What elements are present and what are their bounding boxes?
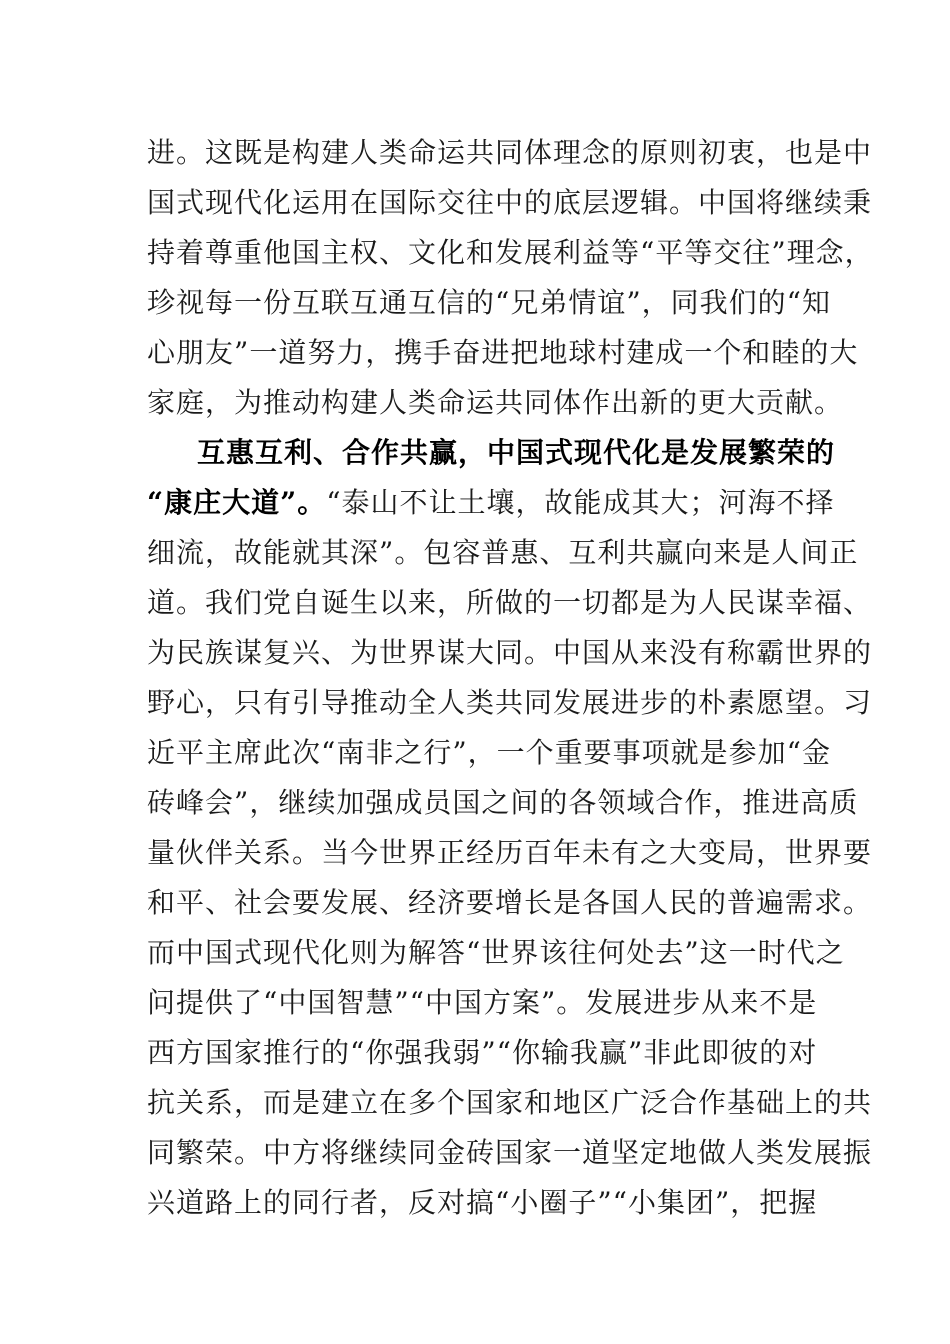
- text-line: 量伙伴关系。当今世界正经历百年未有之大变局，世界要: [147, 836, 873, 869]
- paragraph-heading-end: “康庄大道”。: [147, 486, 327, 519]
- text-line: 近平主席此次“南非之行”，一个重要事项就是参加“金: [147, 736, 831, 769]
- text-line: 持着尊重他国主权、文化和发展利益等“平等交往”理念，: [147, 236, 874, 269]
- text-line: 为民族谋复兴、为世界谋大同。中国从来没有称霸世界的: [147, 636, 873, 669]
- text-line: 抗关系，而是建立在多个国家和地区广泛合作基础上的共: [147, 1086, 873, 1119]
- text-line: 而中国式现代化则为解答“世界该往何处去”这一时代之: [147, 936, 845, 969]
- paragraph-continued: [147, 128, 874, 1228]
- text-line: 道。我们党自诞生以来，所做的一切都是为人民谋幸福、: [147, 586, 873, 619]
- text-line: 国式现代化运用在国际交往中的底层逻辑。中国将继续秉: [147, 186, 873, 219]
- text-line: 问提供了“中国智慧”“中国方案”。发展进步从来不是: [147, 986, 818, 1019]
- text-line: 珍视每一份互联互通互信的“兄弟情谊”，同我们的“知: [147, 286, 831, 319]
- text-line: 家庭，为推动构建人类命运共同体作出新的更大贡献。: [147, 386, 844, 419]
- text-line: 同繁荣。中方将继续同金砖国家一道坚定地做人类发展振: [147, 1136, 873, 1169]
- text-line: 砖峰会”，继续加强成员国之间的各领域合作，推进高质: [147, 786, 859, 819]
- text-line: 兴道路上的同行者，反对搞“小圈子”“小集团”，把握: [147, 1186, 818, 1219]
- text-line: 心朋友”一道努力，携手奋进把地球村建成一个和睦的大: [147, 336, 859, 369]
- text-line-rest: “泰山不让土壤，故能成其大；河海不择: [326, 486, 835, 519]
- text-line: 进。这既是构建人类命运共同体理念的原则初衷，也是中: [147, 136, 873, 169]
- text-line-mixed: [147, 478, 835, 528]
- paragraph-heading: 互惠互利、合作共赢，中国式现代化是发展繁荣的: [197, 436, 836, 469]
- text-line: 西方国家推行的“你强我弱”“你输我赢”非此即彼的对: [147, 1036, 818, 1069]
- text-line: 细流，故能就其深”。包容普惠、互利共赢向来是人间正: [147, 536, 859, 569]
- text-line: 野心，只有引导推动全人类共同发展进步的朴素愿望。习: [147, 686, 873, 719]
- text-line: 和平、社会要发展、经济要增长是各国人民的普遍需求。: [147, 886, 873, 919]
